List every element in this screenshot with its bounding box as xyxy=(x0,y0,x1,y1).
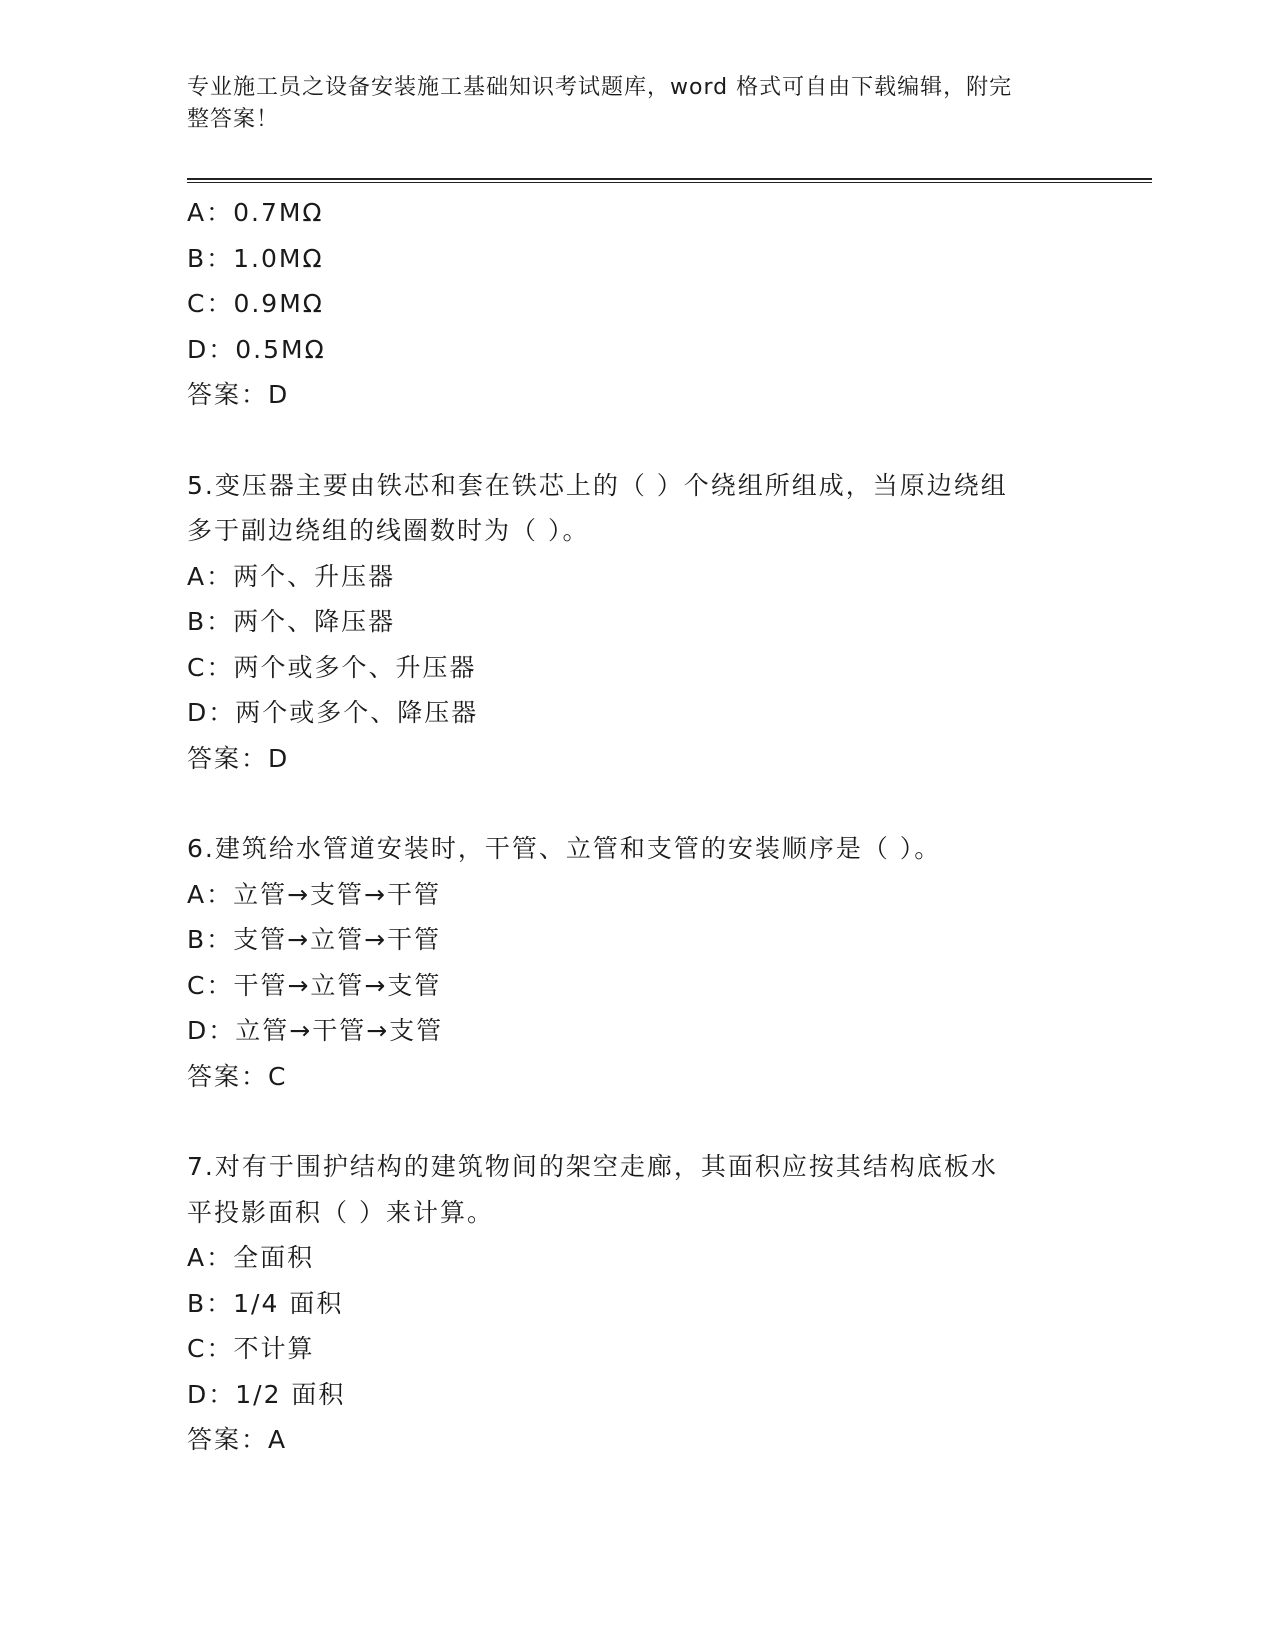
option-a: A：两个、升压器 xyxy=(187,561,396,591)
question-list xyxy=(187,190,1087,1463)
option-d: D：1/2 面积 xyxy=(187,1379,346,1409)
header-line-2: 整答案！ xyxy=(187,107,280,132)
option-c: C：不计算 xyxy=(187,1334,315,1363)
question-block xyxy=(187,190,1087,418)
answer-line: 答案：A xyxy=(187,1425,288,1454)
question-text: 7.对有于围护结构的建筑物间的架空走廊，其面积应按其结构底板水 xyxy=(187,1152,998,1181)
option-b: B：两个、降压器 xyxy=(187,607,396,636)
option-a: A：立管→支管→干管 xyxy=(187,879,441,909)
header-divider xyxy=(187,178,1152,183)
answer-line: 答案：D xyxy=(187,743,290,773)
option-a: A：0.7MΩ xyxy=(187,198,324,227)
option-b: B：1/4 面积 xyxy=(187,1288,344,1318)
question-text: 5.变压器主要由铁芯和套在铁芯上的（ ）个绕组所组成，当原边绕组 xyxy=(187,470,1008,500)
option-c: C：干管→立管→支管 xyxy=(187,970,442,1000)
question-block xyxy=(187,463,1087,782)
question-block xyxy=(187,1144,1087,1463)
option-d: D：0.5MΩ xyxy=(187,334,326,364)
header-line-1: 专业施工员之设备安装施工基础知识考试题库，word 格式可自由下载编辑，附完 xyxy=(187,75,1013,100)
answer-line: 答案：C xyxy=(187,1061,288,1091)
question-text: 多于副边绕组的线圈数时为（ ）。 xyxy=(187,516,590,545)
option-c: C：两个或多个、升压器 xyxy=(187,652,477,682)
option-d: D：两个或多个、降压器 xyxy=(187,698,479,727)
answer-line: 答案：D xyxy=(187,380,290,409)
option-b: B：支管→立管→干管 xyxy=(187,925,442,954)
question-text: 平投影面积（ ）来计算。 xyxy=(187,1197,494,1227)
option-d: D：立管→干管→支管 xyxy=(187,1016,444,1045)
document-header xyxy=(187,72,1067,136)
option-b: B：1.0MΩ xyxy=(187,243,324,273)
question-text: 6.建筑给水管道安装时，干管、立管和支管的安装顺序是（ ）。 xyxy=(187,834,942,863)
option-c: C：0.9MΩ xyxy=(187,289,324,318)
option-a: A：全面积 xyxy=(187,1243,315,1272)
question-block xyxy=(187,826,1087,1099)
